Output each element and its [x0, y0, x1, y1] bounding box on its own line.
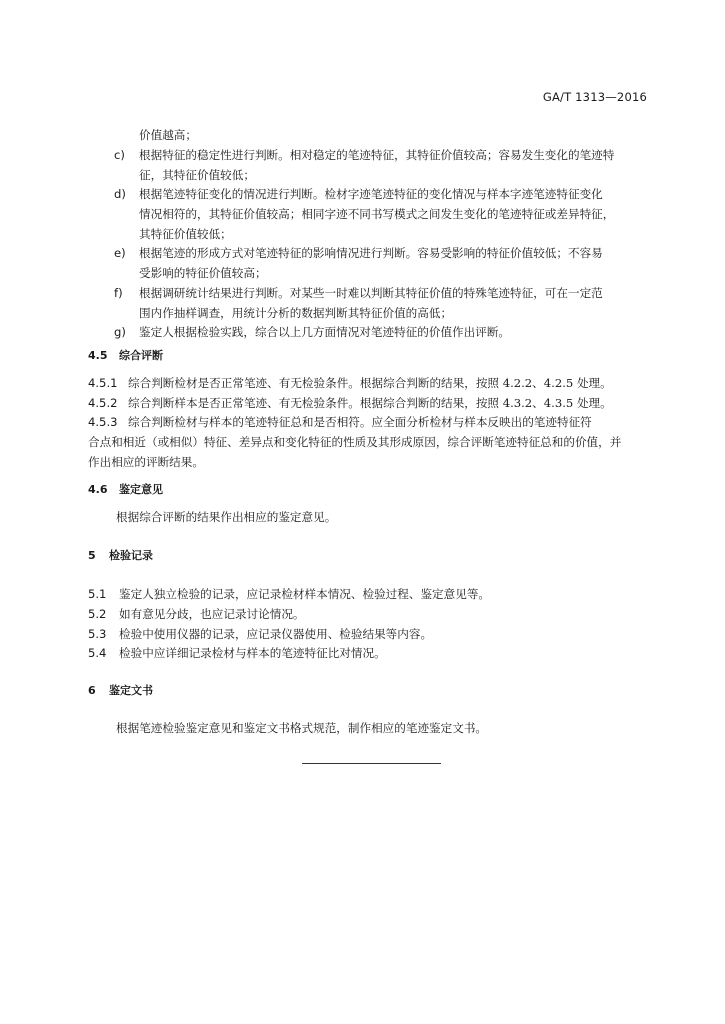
section-title: 检验记录 — [109, 549, 153, 562]
list-label: c) — [114, 148, 125, 162]
section-paragraph: 根据综合评断的结果作出相应的鉴定意见。 — [116, 510, 337, 524]
clause-number: 4.5.1 — [88, 376, 118, 390]
clause-text-line: 综合判断样本是否正常笔迹、有无检验条件。根据综合判断的结果，按照 4.3.2、4.3.5 处理。 — [128, 396, 612, 410]
section-number: 4.5 — [88, 349, 108, 362]
list-text-line: 情况相符的，其特征价值较高；相同字迹不同书写模式之间发生变化的笔迹特征或差异特征， — [139, 207, 615, 221]
list-label: d) — [114, 187, 126, 201]
clause-number: 5.1 — [88, 587, 107, 601]
section-title: 综合评断 — [119, 349, 163, 362]
list-label: f) — [114, 286, 123, 300]
list-text-line: 根据笔迹的形成方式对笔迹特征的影响情况进行判断。容易受影响的特征价值较低；不容易 — [139, 246, 603, 260]
clause-text: 鉴定人独立检验的记录，应记录检材样本情况、检验过程、鉴定意见等。 — [119, 587, 491, 601]
section-number: 6 — [88, 684, 96, 697]
list-text-line: 根据调研统计结果进行判断。对某些一时难以判断其特征价值的特殊笔迹特征，可在一定范 — [139, 286, 603, 300]
list-label: e) — [114, 246, 126, 260]
list-text-line: 鉴定人根据检验实践，综合以上几方面情况对笔迹特征的价值作出评断。 — [139, 325, 511, 339]
list-text-line: 其特征价值较低； — [139, 227, 232, 241]
clause-text-line: 合点和相近（或相似）特征、差异点和变化特征的性质及其形成原因，综合评断笔迹特征总和的价值，并 — [88, 435, 622, 449]
list-text-line: 受影响的特征价值较高； — [139, 266, 267, 280]
list-text-line: 根据笔迹特征变化的情况进行判断。检材字迹笔迹特征的变化情况与样本字迹笔迹特征变化 — [139, 187, 603, 201]
section-title: 鉴定意见 — [119, 483, 163, 496]
standard-number: GA/T 1313—2016 — [542, 90, 647, 104]
clause-text: 检验中使用仪器的记录，应记录仪器使用、检验结果等内容。 — [119, 627, 433, 641]
clause-text: 检验中应详细记录检材与样本的笔迹特征比对情况。 — [119, 646, 386, 660]
clause-text-line: 综合判断检材是否正常笔迹、有无检验条件。根据综合判断的结果，按照 4.2.2、4.2.5 处理。 — [128, 376, 612, 390]
clause-number: 5.2 — [88, 607, 107, 621]
clause-text: 如有意见分歧，也应记录讨论情况。 — [119, 607, 305, 621]
clause-number: 4.5.3 — [88, 415, 118, 429]
clause-text-line: 作出相应的评断结果。 — [88, 455, 204, 469]
section-title: 鉴定文书 — [109, 684, 153, 697]
end-rule — [302, 763, 441, 764]
section-number: 5 — [88, 549, 96, 562]
section-number: 4.6 — [88, 483, 108, 496]
section-paragraph: 根据笔迹检验鉴定意见和鉴定文书格式规范，制作相应的笔迹鉴定文书。 — [116, 721, 488, 735]
clause-number: 4.5.2 — [88, 396, 118, 410]
clause-number: 5.3 — [88, 627, 107, 641]
list-text-line: 根据特征的稳定性进行判断。相对稳定的笔迹特征，其特征价值较高；容易发生变化的笔迹特 — [139, 148, 615, 162]
list-label: g) — [114, 325, 126, 339]
list-continuation: 价值越高； — [139, 128, 197, 142]
clause-number: 5.4 — [88, 646, 107, 660]
list-text-line: 围内作抽样调查，用统计分析的数据判断其特征价值的高低； — [139, 306, 453, 320]
list-text-line: 征，其特征价值较低； — [139, 168, 255, 182]
clause-text-line: 综合判断检材与样本的笔迹特征总和是否相符。应全面分析检材与样本反映出的笔迹特征符 — [128, 415, 592, 429]
